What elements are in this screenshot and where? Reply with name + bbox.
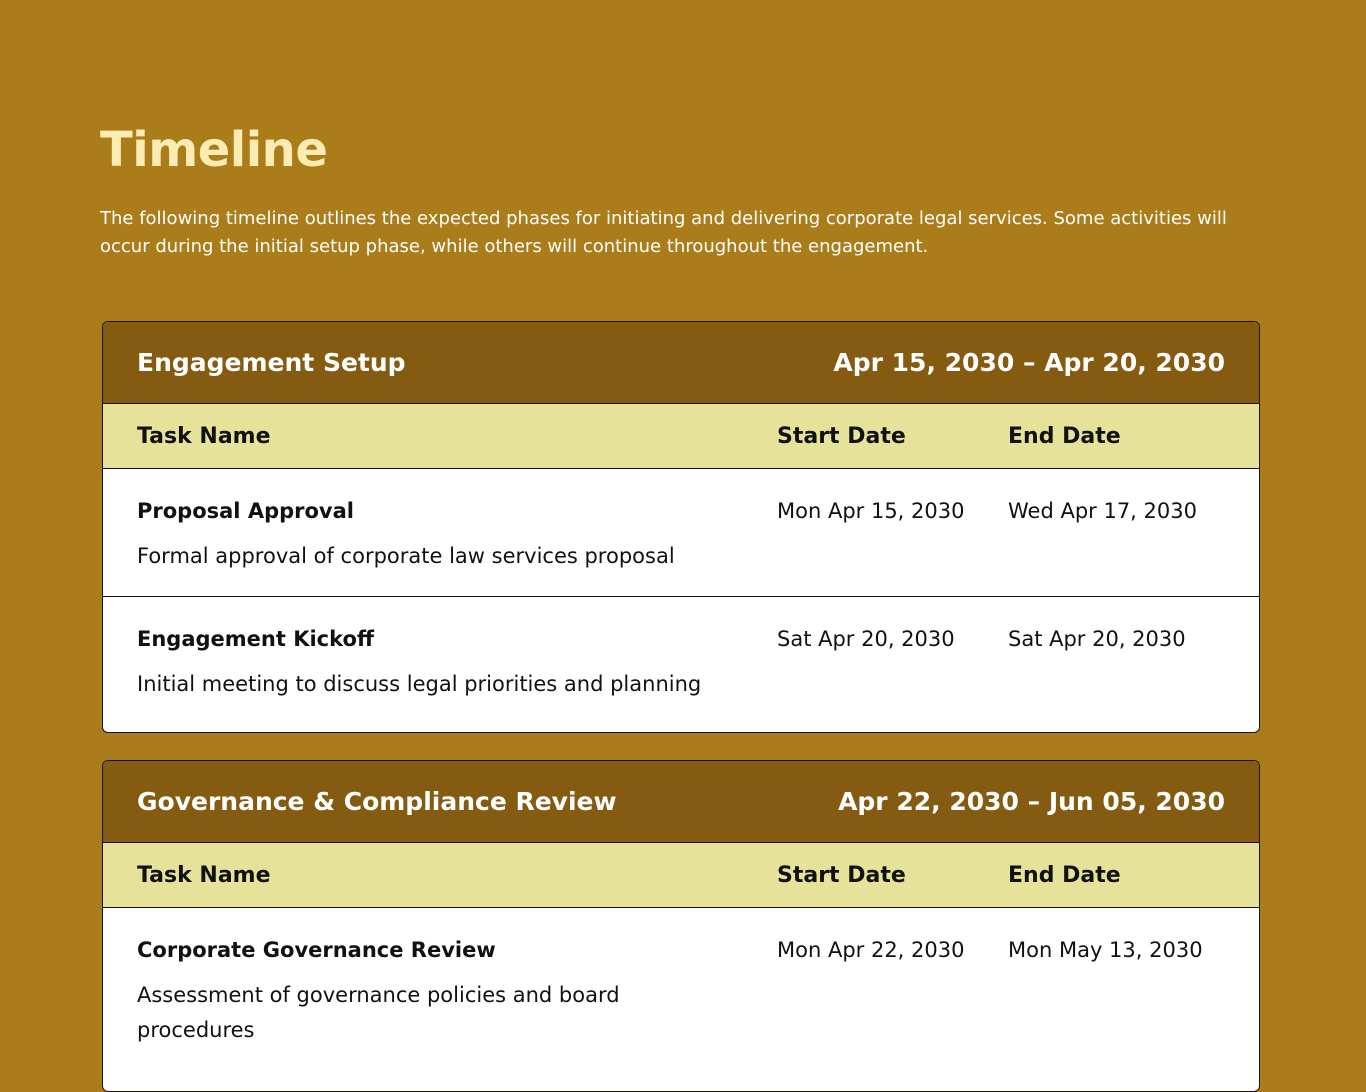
task-cell — [137, 625, 777, 702]
intro-paragraph: The following timeline outlines the expected phases for initiating and delivering corporate legal services. Some activities will occur during the initial setup phase, while others will continue throughout the engagement. — [100, 208, 1227, 257]
phase-date-range: Apr 22, 2030 – Jun 05, 2030 — [838, 787, 1225, 816]
column-header-task-name: Task Name — [137, 862, 271, 888]
task-end-date: Wed Apr 17, 2030 — [1008, 499, 1197, 523]
phase-header — [103, 322, 1259, 404]
task-start-date: Mon Apr 15, 2030 — [777, 499, 965, 523]
task-start-date: Mon Apr 22, 2030 — [777, 938, 965, 962]
task-name: Proposal Approval — [137, 499, 354, 523]
task-cell — [137, 497, 777, 574]
task-name: Corporate Governance Review — [137, 938, 496, 962]
page-title: Timeline — [100, 122, 328, 178]
phase-date-range: Apr 15, 2030 – Apr 20, 2030 — [833, 348, 1225, 377]
column-header-task-name: Task Name — [137, 423, 271, 449]
task-end-date: Mon May 13, 2030 — [1008, 938, 1203, 962]
phase-header — [103, 761, 1259, 843]
task-start-date: Sat Apr 20, 2030 — [777, 627, 955, 651]
table-row — [103, 597, 1259, 724]
column-header-start-date: Start Date — [777, 423, 906, 449]
task-cell — [137, 936, 777, 1048]
task-name: Engagement Kickoff — [137, 627, 374, 651]
task-description: Formal approval of corporate law services proposal — [137, 544, 675, 568]
column-header-end-date: End Date — [1008, 862, 1121, 888]
column-header-start-date: Start Date — [777, 862, 906, 888]
column-header-end-date: End Date — [1008, 423, 1121, 449]
column-header-row — [103, 404, 1259, 469]
task-end-date: Sat Apr 20, 2030 — [1008, 627, 1186, 651]
column-header-row — [103, 843, 1259, 908]
phase-card-engagement-setup — [102, 321, 1260, 733]
phase-title: Governance & Compliance Review — [137, 787, 617, 816]
task-description: Assessment of governance policies and board procedures — [137, 983, 620, 1042]
phase-title: Engagement Setup — [137, 348, 406, 377]
task-description: Initial meeting to discuss legal priorities and planning — [137, 672, 702, 696]
table-row — [103, 469, 1259, 597]
table-row — [103, 908, 1259, 1070]
phase-card-governance-compliance — [102, 760, 1260, 1092]
